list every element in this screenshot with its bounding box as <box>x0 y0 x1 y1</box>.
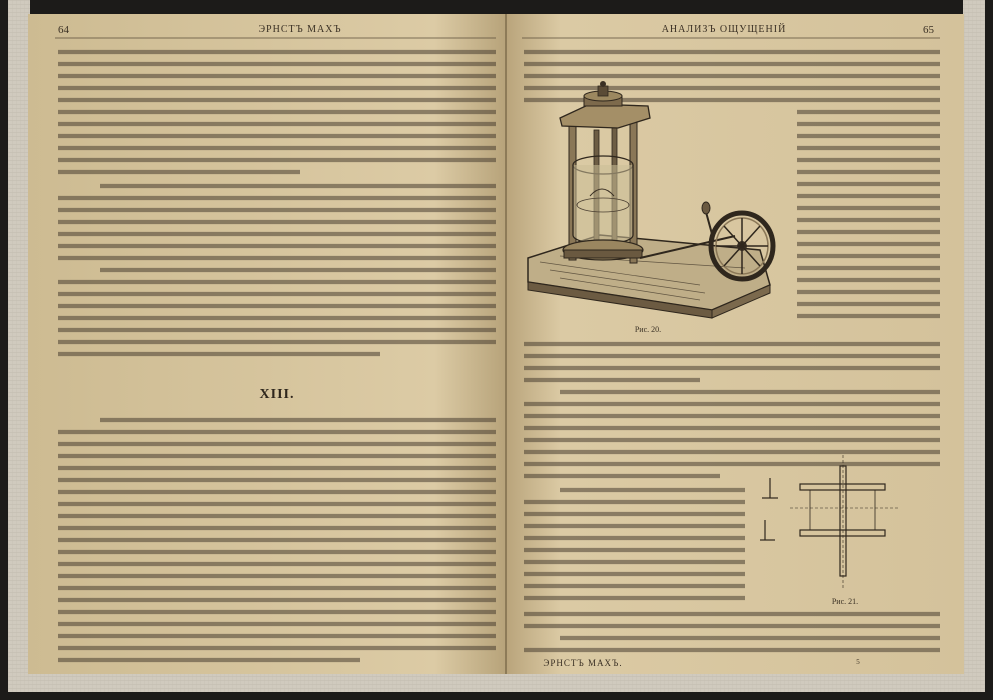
figure-caption-top: Рис. 20. <box>634 325 662 334</box>
right-running-head: АНАЛИЗЪ ОЩУЩЕНІЙ <box>661 24 787 35</box>
left-running-head: ЭРНСТЪ МАХЪ <box>258 24 342 35</box>
figure-caption-bottom: Рис. 21. <box>831 597 859 606</box>
drive-flywheel <box>711 213 773 279</box>
right-signature-mark: 5 <box>856 658 860 666</box>
left-page-number: 64 <box>58 24 69 36</box>
left-text-block-2 <box>58 420 496 660</box>
right-cover-cloth <box>963 0 985 692</box>
right-signature-line: ЭРНСТЪ МАХЪ. <box>543 658 623 668</box>
bottom-cover-cloth <box>8 672 985 692</box>
left-cover-cloth <box>8 0 30 692</box>
section-heading: XIII. <box>259 387 295 402</box>
right-page-number: 65 <box>923 24 934 36</box>
